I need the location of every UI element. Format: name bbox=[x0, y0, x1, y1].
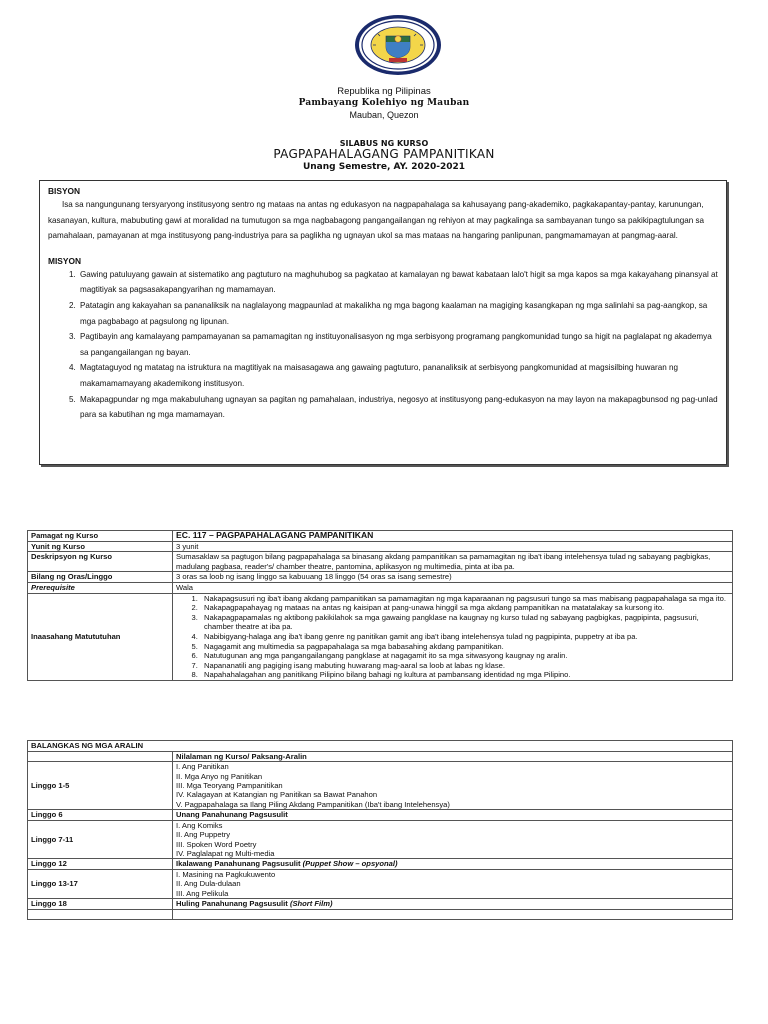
exam-note: (Puppet Show – opsyonal) bbox=[302, 859, 398, 869]
course-title-label: Pamagat ng Kurso bbox=[28, 531, 173, 542]
topics-cell bbox=[173, 762, 733, 810]
mission-label: MISYON bbox=[48, 255, 82, 266]
outcomes-label: Inaasahang Matututuhan bbox=[28, 593, 173, 680]
table-row bbox=[28, 541, 733, 552]
course-outline-table bbox=[27, 740, 733, 920]
table-row bbox=[28, 593, 733, 680]
topic-item: III. Ang Pelikula bbox=[176, 888, 229, 898]
course-info-table bbox=[27, 530, 733, 681]
topic-item: II. Mga Anyo ng Panitikan bbox=[176, 771, 263, 781]
course-title-value: EC. 117 – PAGPAPAHALAGANG PAMPANITIKAN bbox=[173, 531, 733, 542]
week-label: Linggo 6 bbox=[28, 810, 173, 821]
week-label: Linggo 18 bbox=[28, 899, 173, 910]
prerequisite-label: Prerequisite bbox=[28, 582, 173, 593]
college-seal-logo bbox=[353, 14, 443, 76]
table-row bbox=[28, 810, 733, 821]
topic-item: II. Ang Puppetry bbox=[176, 830, 231, 840]
topic-item: I. Ang Komiks bbox=[176, 820, 223, 830]
semester-line: Unang Semestre, AY. 2020-2021 bbox=[302, 162, 466, 172]
mission-item: 3. Pagtibayin ang kamalayang pampamayanan sa pamamagitan ng instituyonalisasyon ng mga serbisyong programang pangkomunidad tungo sa higit na paglalapat ng akademya sa pangangailangan ng bayan. bbox=[78, 329, 718, 360]
table-row bbox=[28, 762, 733, 810]
outcome-item: 2. Nakapagpapahayag ng mataas na antas ng kaisipan at pang-unawa hinggil sa mga akdang pampanitikan na matatalakay sa kursong ito. bbox=[200, 603, 729, 613]
topic-item: III. Mga Teoryang Pampanitikan bbox=[176, 781, 283, 790]
college-location: Mauban, Quezon bbox=[349, 110, 419, 120]
week-label: Linggo 1-5 bbox=[28, 762, 173, 810]
table-row bbox=[28, 531, 733, 542]
topics-cell bbox=[173, 820, 733, 859]
week-label: Linggo 12 bbox=[28, 859, 173, 870]
outcome-item: 4. Nabibigyang-halaga ang iba't ibang genre ng panitikan gamit ang iba't ibang intelehensya tulad ng pagpipinta, puppetry at iba pa. bbox=[200, 632, 729, 642]
syllabus-label: SILABUS NG KURSO bbox=[339, 139, 429, 148]
republic-line: Republika ng Pilipinas bbox=[337, 86, 431, 97]
topic-item: V. Pagpapahalaga sa Ilang Piling Akdang Pampanitikan (Iba't ibang Intelehensya) bbox=[176, 799, 450, 809]
course-units-value: 3 yunit bbox=[173, 541, 733, 552]
exam-cell bbox=[173, 899, 733, 910]
mission-list bbox=[48, 267, 718, 423]
table-row bbox=[28, 899, 733, 910]
table-row bbox=[28, 859, 733, 870]
exam-cell bbox=[173, 859, 733, 870]
table-row bbox=[28, 741, 733, 752]
outcome-item: 1. Nakapagsusuri ng iba't ibang akdang pampanitikan sa pamamagitan ng mga kaparaanan ng pagsusuri tungo sa mas mabisang pagpapahalaga sa mga ito. bbox=[200, 594, 729, 604]
table-row bbox=[28, 751, 733, 762]
topic-item: IV. Kalagayan at Katangian ng Panitikan sa Bawat Panahon bbox=[176, 790, 378, 800]
exam-label: Ikalawang Panahunang Pagsusulit bbox=[176, 859, 301, 869]
course-units-label: Yunit ng Kurso bbox=[28, 541, 173, 552]
mission-item: 5. Makapagpundar ng mga makabuluhang ugnayan sa pagitan ng pamahalaan, industriya, negosyo at institusyong pang-edukasyon na may layon na makapagbunsod ng pag-unlad para sa kabutihan ng mga mamamayan. bbox=[78, 392, 718, 423]
college-name: Pambayang Kolehiyo ng Mauban bbox=[298, 98, 470, 108]
topic-item: IV. Paglalapat ng Multi-media bbox=[176, 849, 275, 859]
mission-item: 2. Patatagin ang kakayahan sa pananaliksik na naglalayong magpaunlad at makalikha ng mga bagong kaalaman na magiging kasangkapan ng mga salinlahi sa pag-aangkop, sa mga pagbabago at pagsulong ng lipunan. bbox=[78, 298, 718, 329]
week-label: Linggo 7-11 bbox=[28, 820, 173, 859]
course-hours-label: Bilang ng Oras/Linggo bbox=[28, 572, 173, 583]
week-label: Linggo 13-17 bbox=[28, 870, 173, 899]
course-description-label: Deskripsyon ng Kurso bbox=[28, 552, 173, 572]
outcome-item: 5. Nagagamit ang multimedia sa pagpapahalaga sa mga babasahing akdang pampanitikan. bbox=[200, 642, 729, 652]
outline-column-header: Nilalaman ng Kurso/ Paksang-Aralin bbox=[173, 751, 733, 762]
outcome-item: 7. Napananatili ang pagiging isang mabuting huwarang mag-aaral sa loob at labas ng klase. bbox=[200, 661, 729, 671]
table-row bbox=[28, 582, 733, 593]
topics-cell bbox=[173, 870, 733, 899]
vision-mission-box bbox=[39, 180, 727, 465]
vision-text: Isa sa nangungunang tersyaryong institusyong sentro ng mataas na antas ng edukasyon na nagpapahalaga sa kahusayang pang-akademiko, pagkakapantay-pantay, karunungan, kasanayan, kultura, mabubuting gawi at moralidad na tumutugon sa mga nagbabagong pangangailangan ng rehiyon at may pagkalinga sa sambayanan tungo sa pakikipagtulungan sa pamahalaan, pamayanan at mga institusyong pang-industriya para sa paglikha ng ugnayan ukol sa mas mataas na hangaring panlipunan, pangmamamayan at pangmag-aaral. bbox=[48, 200, 705, 241]
topic-item: III. Spoken Word Poetry bbox=[176, 839, 257, 849]
outcomes-list bbox=[176, 594, 729, 680]
table-row bbox=[28, 552, 733, 572]
mission-item: 4. Magtataguyod ng matatag na istruktura na magtitiyak na maisasagawa ang gawaing pagtuturo, pananaliksik at serbisyong pangkomunidad at magsisilbing huwaran ng makamamamayang akademikong institusyon. bbox=[78, 360, 718, 391]
mission-item: 1. Gawing patuluyang gawain at sistematiko ang pagtuturo na maghuhubog sa pagkatao at kamalayan ng bawat kabataan lalo't higit sa mga kapos sa mga kakayahang pinansyal at magtitiyak sa pagsasakapangyarihan ng mamamayan. bbox=[78, 267, 718, 298]
prerequisite-value: Wala bbox=[173, 582, 733, 593]
table-row bbox=[28, 870, 733, 899]
table-row bbox=[28, 909, 733, 919]
outline-title: BALANGKAS NG MGA ARALIN bbox=[28, 741, 733, 752]
outcome-item: 6. Natutugunan ang mga pangangailangang pangklase at nagagamit ito sa mga sitwasyong kaugnay ng aralin. bbox=[200, 651, 729, 661]
table-row bbox=[28, 820, 733, 859]
outcome-item: 3. Nakapagpapamalas ng aktibong pakikilahok sa mga gawaing pangklase na kaugnay ng kurso tulad ng sabayang pagbigkas, pagpipinta, pagsusuri, chamber theatre at iba pa. bbox=[200, 613, 729, 632]
outcomes-cell bbox=[173, 593, 733, 680]
exam-label: Unang Panahunang Pagsusulit bbox=[173, 810, 733, 821]
exam-note: (Short Film) bbox=[289, 899, 333, 909]
course-hours-value: 3 oras sa loob ng isang linggo sa kabuuang 18 linggo (54 oras sa isang semestre) bbox=[173, 572, 733, 583]
topic-item: I. Masining na Pagkukuwento bbox=[176, 870, 276, 880]
topic-item: I. Ang Panitikan bbox=[176, 762, 229, 772]
exam-label: Huling Panahunang Pagsusulit bbox=[176, 899, 288, 909]
course-description-value: Sumasaklaw sa pagtugon bilang pagpapahalaga sa binasang akdang pampanitikan sa pamamagitan ng iba't ibang intelehensya tulad ng sabayang pagbigkas, madulang pagbasa, reader's/ chamber theatre, pantomina, aplikasyon ng multimedia, pinta at iba pa. bbox=[173, 552, 733, 572]
course-title: PAGPAPAHALAGANG PAMPANITIKAN bbox=[273, 147, 495, 161]
topic-item: II. Ang Dula-dulaan bbox=[176, 879, 241, 889]
table-row bbox=[28, 572, 733, 583]
vision-label: BISYON bbox=[48, 186, 81, 196]
outcome-item: 8. Napahahalagahan ang panitikang Pilipino bilang bahagi ng kultura at pambansang identidad ng mga Pilipino. bbox=[200, 670, 729, 680]
